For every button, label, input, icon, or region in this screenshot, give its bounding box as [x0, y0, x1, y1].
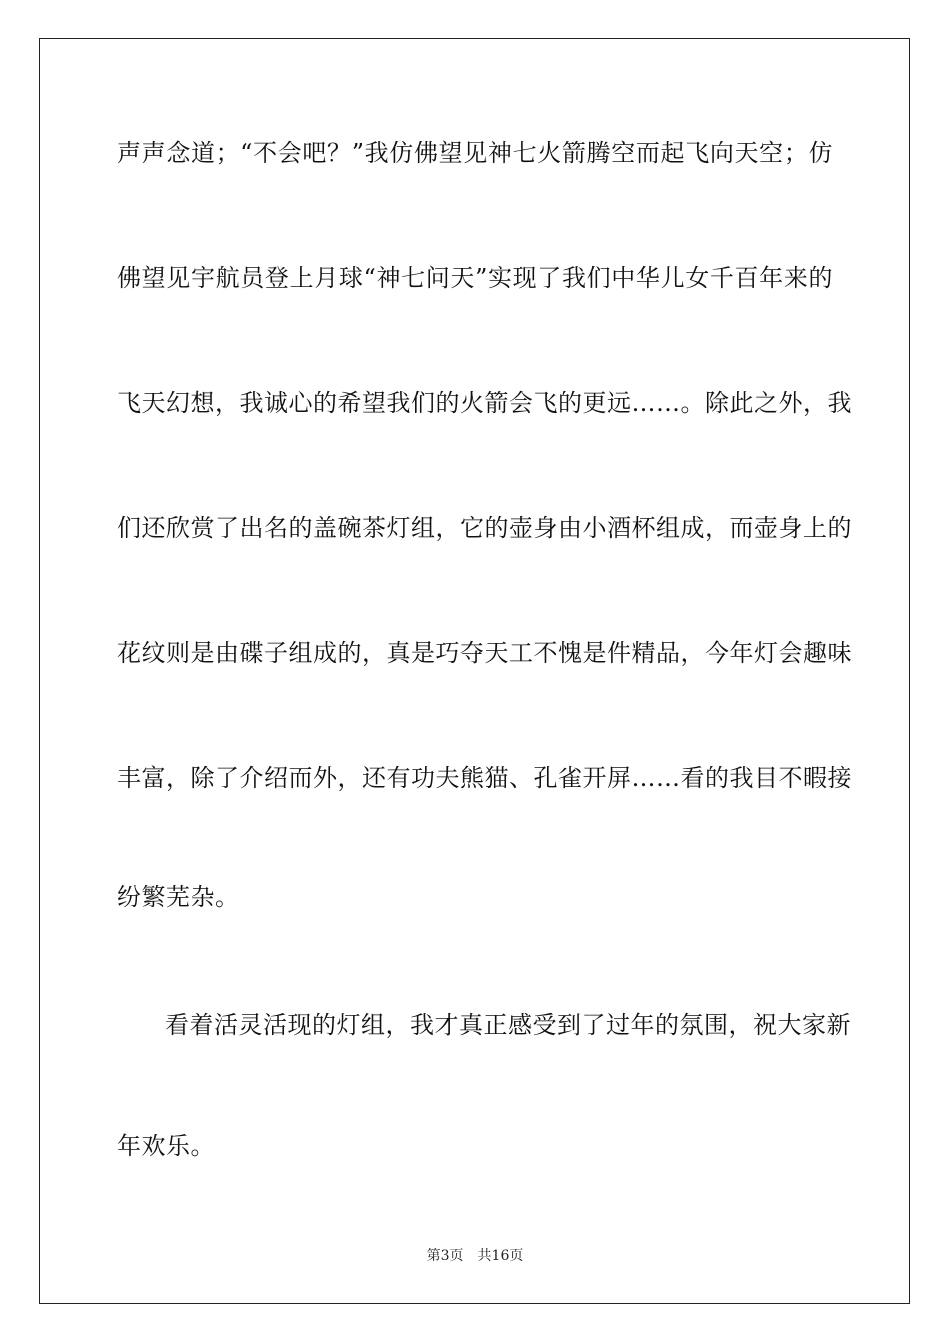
- page-number: 第3页: [426, 1248, 464, 1264]
- text-line: 年欢乐。: [117, 1132, 215, 1160]
- text-line: 花纹则是由碟子组成的，真是巧夺天工不愧是件精品，今年灯会趣味: [117, 639, 852, 667]
- page-footer: [0, 1247, 950, 1265]
- text-line: 丰富，除了介绍而外，还有功夫熊猫、孔雀开屏……看的我目不暇接: [117, 764, 852, 792]
- text-line: 们还欣赏了出名的盖碗茶灯组，它的壶身由小酒杯组成，而壶身上的: [117, 514, 852, 542]
- page-border: [39, 38, 910, 1304]
- page-total: 共16页: [477, 1248, 524, 1264]
- text-line: 飞天幻想，我诚心的希望我们的火箭会飞的更远……。除此之外，我: [117, 389, 852, 417]
- text-line: 纷繁芜杂。: [117, 883, 240, 911]
- text-line: 声声念道；“不会吧？”我仿佛望见神七火箭腾空而起飞向天空；仿: [117, 139, 833, 167]
- text-line-paragraph-start: 看着活灵活现的灯组，我才真正感受到了过年的氛围，祝大家新: [165, 1011, 851, 1039]
- text-line: 佛望见宇航员登上月球“神七问天”实现了我们中华儿女千百年来的: [117, 264, 833, 292]
